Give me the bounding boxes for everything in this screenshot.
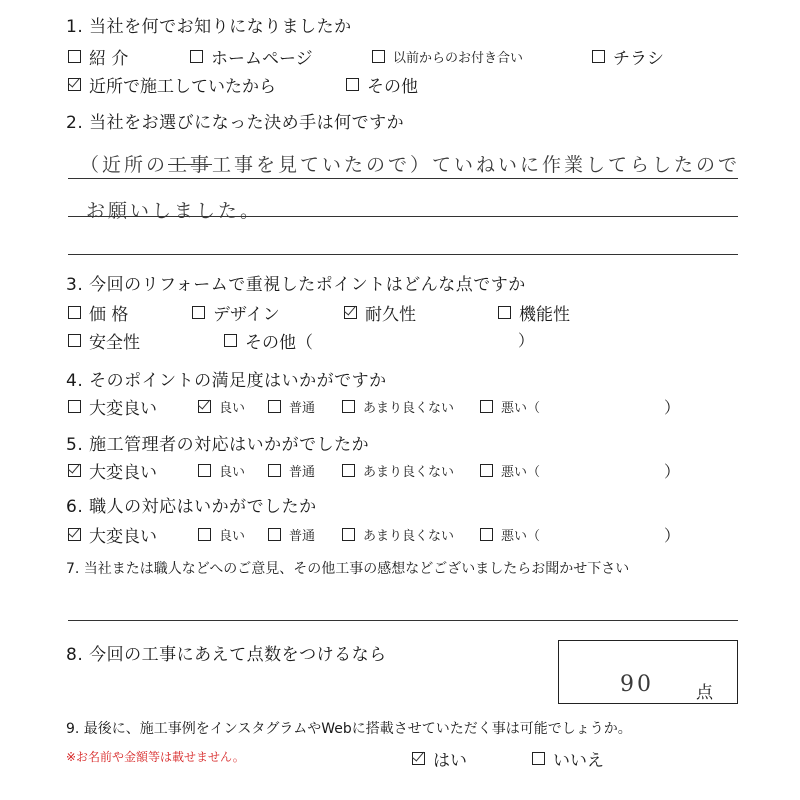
q4-option-normal-checkbox[interactable] (268, 400, 281, 413)
q1-option-nearby-checkbox[interactable] (68, 78, 81, 91)
q4-option-bad-checkbox[interactable] (480, 400, 493, 413)
q1-option-other-checkbox[interactable] (346, 78, 359, 91)
q5-bad-close-paren: ） (664, 462, 681, 481)
q5-question: 5. 施工管理者の対応はいかがでしたか (66, 435, 370, 455)
q5-option-not-good-label: あまり良くない (363, 465, 455, 480)
q5-option-bad[interactable] (480, 461, 540, 480)
q6-bad-close-paren: ） (664, 526, 681, 545)
q3-option-safety-checkbox[interactable] (68, 334, 81, 347)
q3-option-price-checkbox[interactable] (68, 306, 81, 319)
q3-option-design-label: デザイン (213, 305, 280, 325)
q4-option-very-good[interactable] (68, 394, 157, 419)
q3-option-other-checkbox[interactable] (224, 334, 237, 347)
q2-answer-rule-3 (68, 254, 738, 255)
q2-answer-line1-pre: （近所の (80, 154, 169, 176)
q6-option-not-good[interactable] (342, 525, 454, 544)
q6-option-bad[interactable] (480, 525, 540, 544)
q8-score-value: 90 (620, 672, 654, 697)
q6-option-good-label: 良い (219, 529, 246, 544)
q1-option-nearby[interactable] (68, 72, 276, 97)
q6-option-very-good-label: 大変良い (89, 527, 157, 547)
q6-option-good[interactable] (198, 525, 245, 544)
q9-option-no-label: いいえ (553, 751, 604, 771)
q6-option-very-good[interactable] (68, 522, 157, 547)
q3-other-close-paren: ） (518, 331, 535, 350)
q4-option-very-good-checkbox[interactable] (68, 400, 81, 413)
q3-option-durability-checkbox[interactable] (344, 306, 357, 319)
q5-option-good-label: 良い (219, 465, 246, 480)
q6-question: 6. 職人の対応はいかがでしたか (66, 497, 317, 517)
q1-option-other[interactable] (346, 72, 418, 97)
q4-option-very-good-label: 大変良い (89, 399, 157, 419)
q5-option-not-good-checkbox[interactable] (342, 464, 355, 477)
q9-question: 9. 最後に、施工事例をインスタグラムやWebに搭載させていただく事は可能でしょうか。 (66, 721, 632, 737)
q5-option-normal-label: 普通 (289, 465, 316, 480)
q1-option-introduction-checkbox[interactable] (68, 50, 81, 63)
q6-option-good-checkbox[interactable] (198, 528, 211, 541)
q3-option-functionality[interactable] (498, 300, 570, 325)
q6-option-not-good-label: あまり良くない (363, 529, 455, 544)
q3-option-design[interactable] (192, 300, 280, 325)
q1-question: 1. 当社を何でお知りになりましたか (66, 17, 352, 37)
q5-option-very-good-label: 大変良い (89, 463, 157, 483)
q1-option-previous[interactable] (372, 47, 523, 66)
q9-option-no[interactable] (532, 746, 604, 771)
q1-option-flyer-label: チラシ (613, 49, 664, 69)
q7-question: 7. 当社または職人などへのご意見、その他工事の感想などございましたらお聞かせ下さい (66, 561, 630, 577)
q2-question: 2. 当社をお選びになった決め手は何ですか (66, 113, 405, 133)
q3-question: 3. 今回のリフォームで重視したポイントはどんな点ですか (66, 275, 526, 295)
q9-option-yes-label: はい (433, 751, 467, 771)
q7-answer-rule (68, 620, 738, 621)
q3-option-price[interactable] (68, 300, 128, 325)
q4-option-normal-label: 普通 (289, 401, 316, 416)
q1-option-other-label: その他 (367, 77, 418, 97)
q5-option-very-good[interactable] (68, 458, 157, 483)
q4-option-bad-label: 悪い（ (501, 401, 541, 416)
q6-option-bad-label: 悪い（ (501, 529, 541, 544)
q3-option-functionality-label: 機能性 (519, 305, 570, 325)
q2-answer-line2: お願いしました。 (86, 200, 263, 222)
q3-option-durability[interactable] (344, 300, 416, 325)
q1-option-homepage[interactable] (190, 44, 313, 69)
q9-option-yes[interactable] (412, 746, 467, 771)
q2-answer-rule-2 (68, 216, 738, 217)
q8-score-unit: 点 (696, 683, 713, 703)
q1-option-homepage-label: ホームページ (211, 49, 313, 69)
q5-option-good[interactable] (198, 461, 245, 480)
q2-answer-line1-struck: 工事 (168, 154, 213, 176)
q2-answer-line1-post: 工事を見ていたので）ていねいに作業してらしたので (212, 154, 741, 176)
q5-option-not-good[interactable] (342, 461, 454, 480)
q1-option-previous-checkbox[interactable] (372, 50, 385, 63)
q9-option-yes-checkbox[interactable] (412, 752, 425, 765)
q6-option-normal-label: 普通 (289, 529, 316, 544)
q5-option-bad-label: 悪い（ (501, 465, 541, 480)
q1-option-flyer-checkbox[interactable] (592, 50, 605, 63)
q5-option-good-checkbox[interactable] (198, 464, 211, 477)
q4-option-not-good-checkbox[interactable] (342, 400, 355, 413)
q4-option-bad[interactable] (480, 397, 540, 416)
q5-option-normal[interactable] (268, 461, 315, 480)
q9-option-no-checkbox[interactable] (532, 752, 545, 765)
q2-answer-rule-1 (68, 178, 738, 179)
q3-option-safety-label: 安全性 (89, 333, 140, 353)
q3-option-durability-label: 耐久性 (365, 305, 416, 325)
q6-option-normal-checkbox[interactable] (268, 528, 281, 541)
q3-option-price-label: 価 格 (89, 305, 129, 325)
q5-option-very-good-checkbox[interactable] (68, 464, 81, 477)
q6-option-not-good-checkbox[interactable] (342, 528, 355, 541)
q4-option-good[interactable] (198, 397, 245, 416)
q6-option-normal[interactable] (268, 525, 315, 544)
q3-option-other-label: その他（ (245, 333, 313, 353)
q1-option-previous-label: 以前からのお付き合い (393, 51, 524, 66)
q3-option-design-checkbox[interactable] (192, 306, 205, 319)
q3-option-safety[interactable] (68, 328, 140, 353)
q1-option-nearby-label: 近所で施工していたから (89, 77, 276, 97)
q4-bad-close-paren: ） (664, 398, 681, 417)
q2-answer-line1 (80, 150, 740, 177)
q4-option-good-label: 良い (219, 401, 246, 416)
q6-option-bad-checkbox[interactable] (480, 528, 493, 541)
q9-note: ※お名前や金額等は載せません。 (66, 750, 245, 764)
q5-option-normal-checkbox[interactable] (268, 464, 281, 477)
q3-option-functionality-checkbox[interactable] (498, 306, 511, 319)
q1-option-homepage-checkbox[interactable] (190, 50, 203, 63)
q1-option-introduction-label: 紹 介 (89, 49, 129, 69)
q1-option-flyer[interactable] (592, 44, 664, 69)
q4-option-normal[interactable] (268, 397, 315, 416)
q6-option-very-good-checkbox[interactable] (68, 528, 81, 541)
q5-option-bad-checkbox[interactable] (480, 464, 493, 477)
q4-option-not-good[interactable] (342, 397, 454, 416)
q4-option-not-good-label: あまり良くない (363, 401, 455, 416)
q4-option-good-checkbox[interactable] (198, 400, 211, 413)
q3-option-other[interactable] (224, 328, 313, 353)
q8-question: 8. 今回の工事にあえて点数をつけるなら (66, 645, 387, 665)
q4-question: 4. そのポイントの満足度はいかがですか (66, 371, 387, 391)
q1-option-introduction[interactable] (68, 44, 128, 69)
